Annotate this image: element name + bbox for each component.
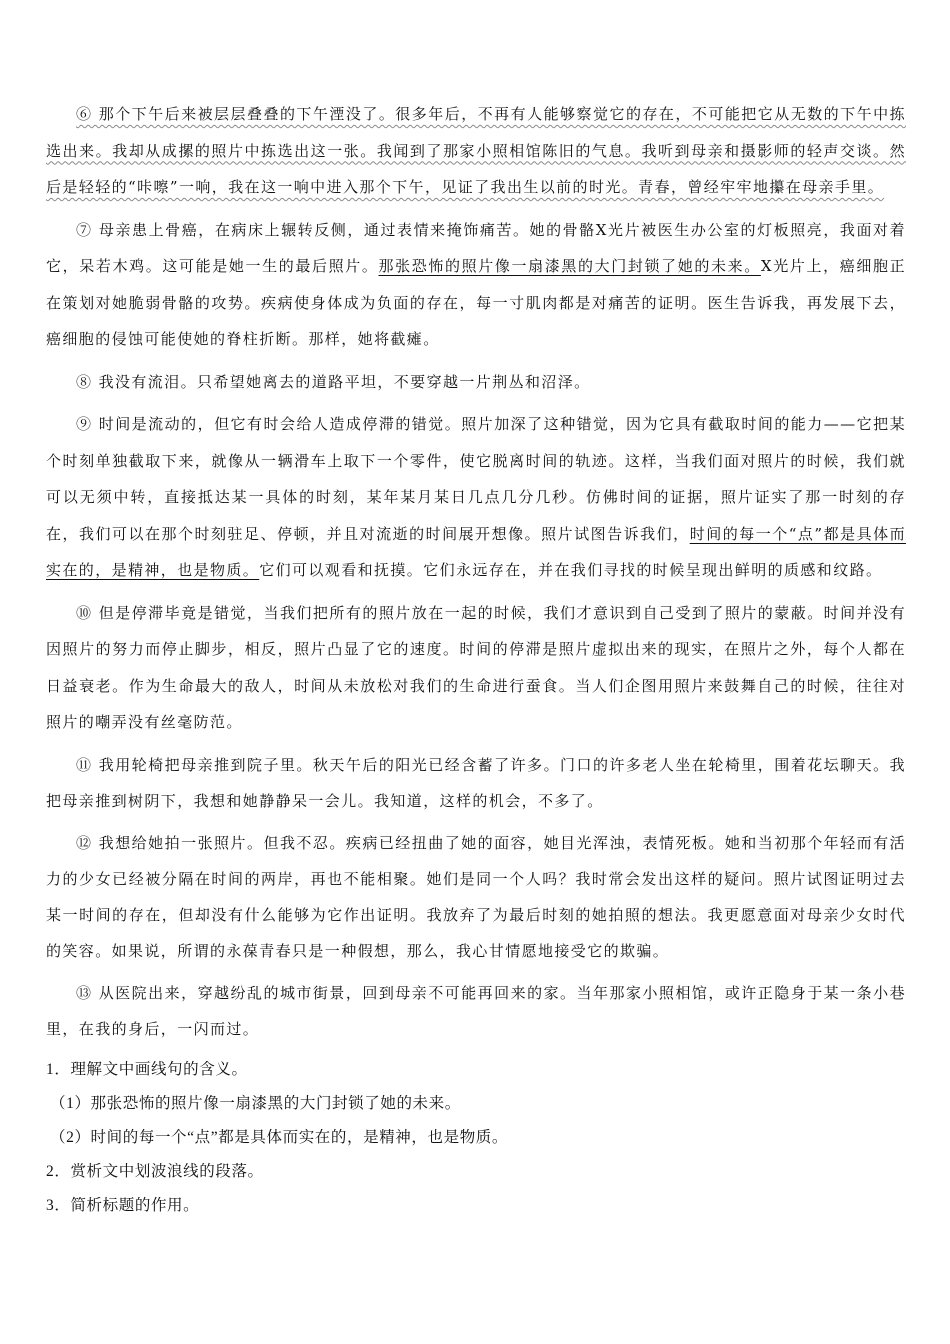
paragraph-13 xyxy=(46,975,906,1047)
question-3: 3．简析标题的作用。 xyxy=(46,1196,200,1214)
paragraph-text: X光片上，癌细胞正在策划对她脆弱骨骼的攻势。疾病使身体成为负面的存在，每一寸肌肉都是对痛苦的证明。医生告诉我，再发展下去，癌细胞的侵蚀可能使她的脊柱折断。那样，她将截瘫。 xyxy=(46,257,906,348)
paragraph-text: ⑩ 但是停滞毕竟是错觉，当我们把所有的照片放在一起的时候，我们才意识到自己受到了照片的蒙蔽。时间并没有因照片的努力而停止脚步，相反，照片凸显了它的速度。时间的停滞是照片虚拟出来的现实，在照片之外，每个人都在日益衰老。作为生命最大的敌人，时间从未放松对我们的生命进行蚕食。当人们企图用照片来鼓舞自己的时候，往往对照片的嘲弄没有丝毫防范。 xyxy=(46,603,906,731)
question-1-part-2: （2）时间的每一个“点”都是具体而实在的，是精神，也是物质。 xyxy=(50,1128,509,1146)
paragraph-text: ⑫ 我想给她拍一张照片。但我不忍。疾病已经扭曲了她的面容，她目光浑浊，表情死板。她和当初那个年轻而有活力的少女已经被分隔在时间的两岸，再也不能相聚。她们是同一个人吗？我时常会发出这样的疑问。照片试图证明过去某一时间的存在，但却没有什么能够为它作出证明。我放弃了为最后时刻的她拍照的想法。我更愿意面对母亲少女时代的笑容。如果说，所谓的永葆青春只是一种假想，那么，我心甘情愿地接受它的欺骗。 xyxy=(46,833,906,960)
paragraph-11 xyxy=(46,747,906,819)
document-page xyxy=(46,96,906,1223)
paragraph-10 xyxy=(46,595,906,741)
paragraph-text: ⑬ 从医院出来，穿越纷乱的城市街景，回到母亲不可能再回来的家。当年那家小照相馆，或许正隐身于某一条小巷里，在我的身后，一闪而过。 xyxy=(46,983,906,1038)
article-body xyxy=(46,96,906,1047)
paragraph-text: ⑧ 我没有流泪。只希望她离去的道路平坦，不要穿越一片荆丛和沼泽。 xyxy=(76,372,591,391)
underlined-sentence: 时间的每一个“点”都是具体而实在的，是精神，也是物质。 xyxy=(46,524,906,579)
paragraph-8 xyxy=(46,364,906,401)
wavy-underlined-passage: ⑥ 那个下午后来被层层叠叠的下午湮没了。很多年后，不再有人能够察觉它的存在，不可能把它从无数的下午中拣选出来。我却从成摞的照片中拣选出这一张。我闻到了那家小照相馆陈旧的气息。我听到母亲和摄影师的轻声交谈。然后是轻轻的“咔嚓”一响，我在这一响中进入那个下午，见证了我出生以前的时光。青春，曾经牢牢地攥在母亲手里。 xyxy=(46,105,906,196)
paragraph-7 xyxy=(46,212,906,358)
paragraph-text: ⑦ 母亲患上骨癌，在病床上辗转反侧，通过表情来掩饰痛苦。她的骨骼X光片被医生办公室的灯板照亮，我面对着它，呆若木鸡。这可能是她一生的最后照片。 xyxy=(46,220,906,275)
underlined-sentence: 那张恐怖的照片像一扇漆黑的大门封锁了她的未来。 xyxy=(378,257,761,275)
paragraph-6 xyxy=(46,96,906,206)
paragraph-9 xyxy=(46,406,906,589)
question-list xyxy=(46,1053,906,1223)
paragraph-12 xyxy=(46,825,906,969)
paragraph-text: ⑨ 时间是流动的，但它有时会给人造成停滞的错觉。照片加深了这种错觉，因为它具有截取时间的能力——它把某个时刻单独截取下来，就像从一辆滑车上取下一个零件，使它脱离时间的轨迹。这样，当我们面对照片的时候，我们就可以无须中转，直接抵达某一具体的时刻，某年某月某日几点几分几秒。仿佛时间的证据，照片证实了那一时刻的存在，我们可以在那个时刻驻足、停顿，并且对流逝的时间展开想像。照片试图告诉我们， xyxy=(46,415,906,543)
question-1-part-1: （1）那张恐怖的照片像一扇漆黑的大门封锁了她的未来。 xyxy=(50,1094,461,1112)
paragraph-text: ⑪ 我用轮椅把母亲推到院子里。秋天午后的阳光已经含蓄了许多。门口的许多老人坐在轮椅里，围着花坛聊天。我把母亲推到树阴下，我想和她静静呆一会儿。我知道，这样的机会，不多了。 xyxy=(46,755,906,810)
question-2: 2．赏析文中划波浪线的段落。 xyxy=(46,1162,264,1180)
paragraph-text: 它们可以观看和抚摸。它们永远存在，并在我们寻找的时候呈现出鲜明的质感和纹路。 xyxy=(259,561,883,579)
question-1: 1．理解文中画线句的含义。 xyxy=(46,1060,248,1078)
